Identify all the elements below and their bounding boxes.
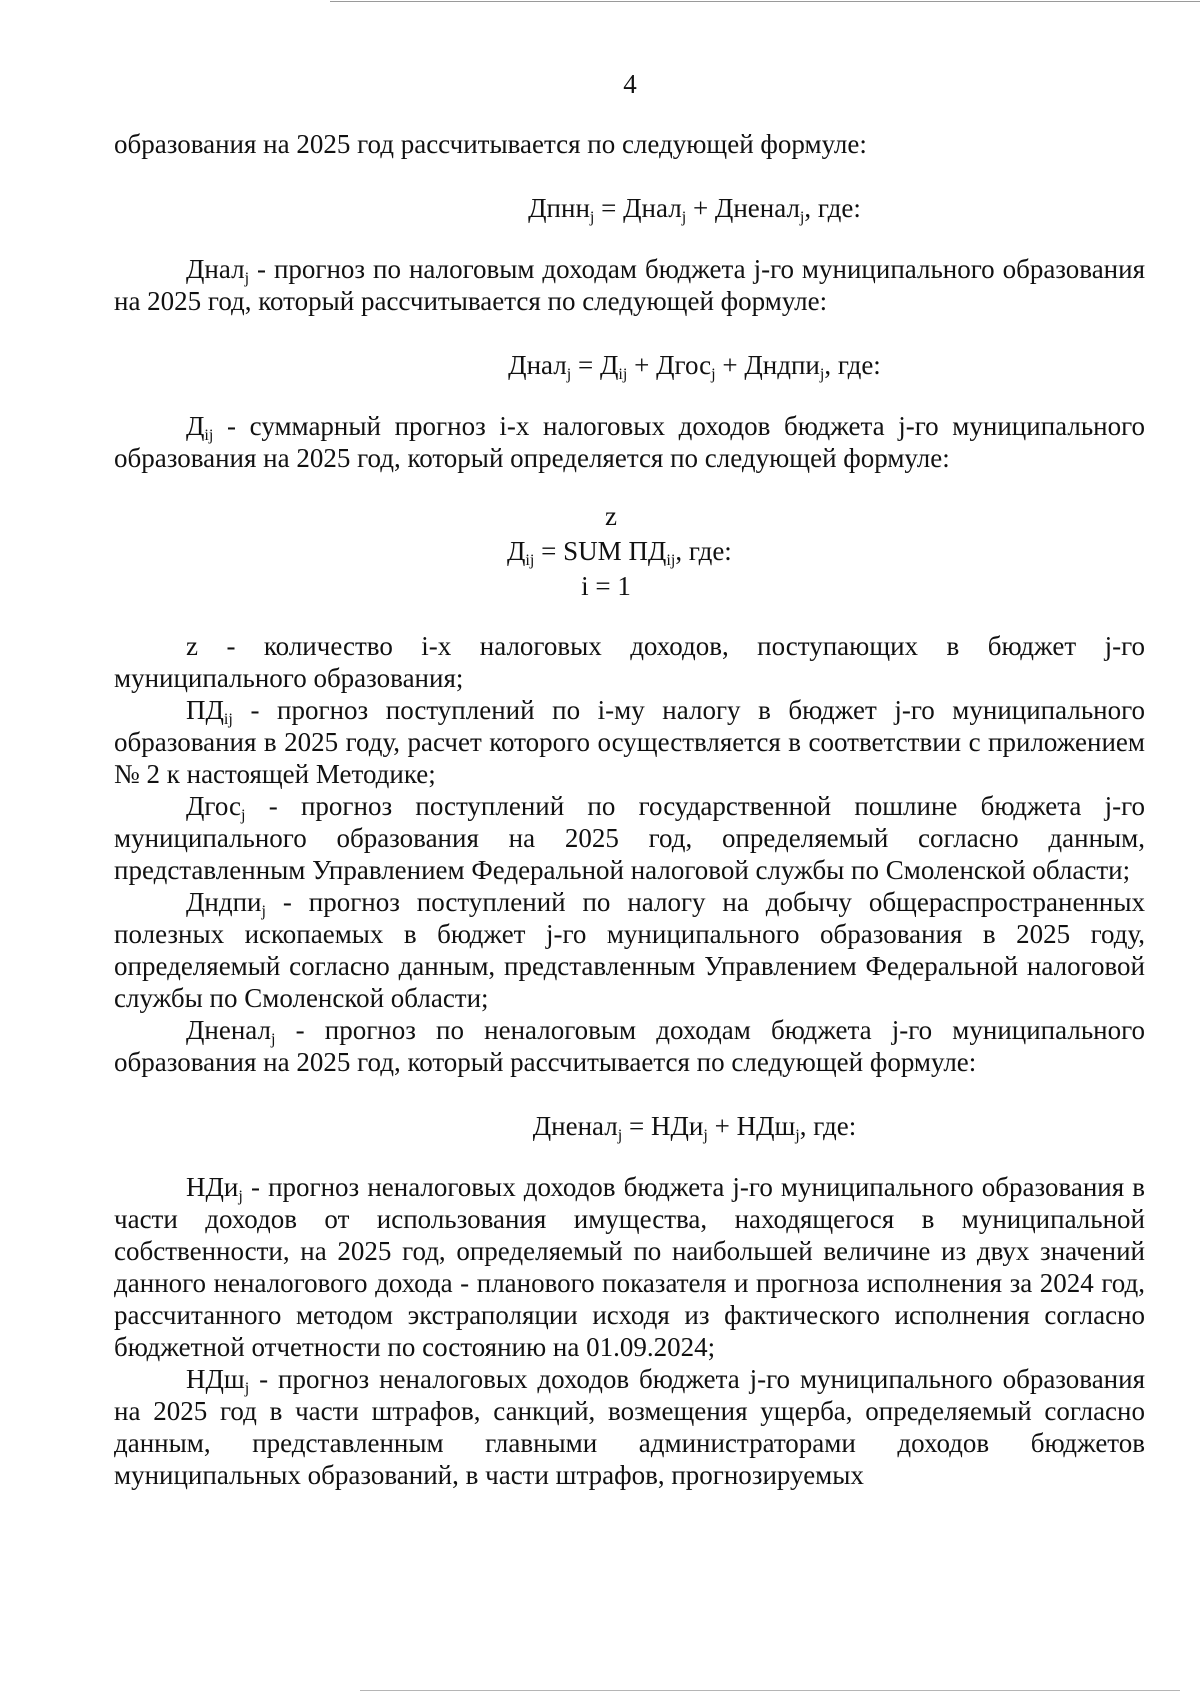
paragraph-ndsh xyxy=(114,1363,1145,1491)
sum-lower-limit: i = 1 xyxy=(581,571,631,601)
formula-term: Дненал xyxy=(532,1111,618,1141)
term: НДш xyxy=(186,1364,245,1394)
formula-suffix: , где: xyxy=(799,1111,857,1141)
formula-dpnn xyxy=(114,192,1145,224)
document-body xyxy=(114,128,1145,1491)
formula-suffix: , где: xyxy=(804,193,861,223)
term: Днал xyxy=(186,254,245,284)
equals-sign: = xyxy=(571,350,600,380)
plus-sign: + xyxy=(707,1111,737,1141)
plus-sign: + xyxy=(715,350,745,380)
formula-subscript: j xyxy=(589,207,595,226)
formula-term: НДи xyxy=(650,1111,704,1141)
intro-line: образования на 2025 год рассчитывается по следующей формуле: xyxy=(114,129,867,159)
paragraph-ndi xyxy=(114,1171,1145,1363)
formula-term: Дпнн xyxy=(528,193,590,223)
paragraph-dnenal xyxy=(114,1014,1145,1078)
paragraph-dnal xyxy=(114,253,1145,317)
sum-expression xyxy=(507,535,732,567)
paragraph-dgos xyxy=(114,790,1145,886)
formula-subscript: ij xyxy=(666,550,676,569)
term-subscript: j xyxy=(271,1029,276,1048)
formula-term: ПД xyxy=(628,536,667,566)
paragraph-dndpi xyxy=(114,886,1145,1014)
term: Дгос xyxy=(186,791,241,821)
plus-sign: + xyxy=(686,193,715,223)
formula-subscript: ij xyxy=(618,364,628,383)
definition-text: - прогноз по налоговым доходам бюджета j-го муниципального образования на 2025 год, который рассчитывается по следующей формуле: xyxy=(114,254,1145,316)
plus-sign: + xyxy=(627,350,657,380)
formula-term: Дндпи xyxy=(744,350,820,380)
formula-subscript: j xyxy=(795,1125,800,1144)
equals-sign: = xyxy=(622,1111,651,1141)
scan-edge-line-bottom xyxy=(360,1690,1180,1691)
formula-subscript: j xyxy=(799,207,805,226)
definition-text: - прогноз поступлений по i-му налогу в бюджет j-го муниципального образования в 2025 году, расчет которого осуществляется в соответствии с приложением № 2 к настоящей Методике; xyxy=(114,695,1145,789)
formula-subscript: j xyxy=(819,364,825,383)
term: ПД xyxy=(186,695,224,725)
term: НДи xyxy=(186,1172,239,1202)
term-subscript: j xyxy=(244,1378,250,1397)
formula-dnenal xyxy=(114,1110,1145,1142)
term: Дндпи xyxy=(186,887,262,917)
formula-term: Дгос xyxy=(656,350,712,380)
formula-term: НДш xyxy=(736,1111,796,1141)
term: Дненал xyxy=(186,1015,271,1045)
formula-term: Д xyxy=(599,350,619,380)
formula-sum xyxy=(114,500,1145,600)
formula-term: Дненал xyxy=(714,193,800,223)
definition-text: - прогноз неналоговых доходов бюджета j-го муниципального образования на 2025 год в части штрафов, санкций, возмещения ущерба, определяемый согласно данным, представленным главными администраторами доходов бюджетов муниципальных образований, в части штрафов, прогнозируемых xyxy=(114,1364,1145,1490)
paragraph-z: z - количество i-х налоговых доходов, поступающих в бюджет j-го муниципального образования; xyxy=(114,631,1145,693)
term-subscript: j xyxy=(244,268,250,287)
term-subscript: j xyxy=(261,901,267,920)
sum-upper-limit: z xyxy=(605,501,617,531)
equals-sign: = xyxy=(534,536,564,566)
term-subscript: ij xyxy=(204,425,214,444)
term-subscript: ij xyxy=(223,709,233,728)
definition-text: - суммарный прогноз i-х налоговых доходов бюджета j-го муниципального образования на 2025 год, который определяется по следующей формуле: xyxy=(114,411,1145,473)
formula-term: Днал xyxy=(623,193,682,223)
definition-text: - прогноз по неналоговым доходам бюджета j-го муниципального образования на 2025 год, который рассчитывается по следующей формуле: xyxy=(114,1015,1145,1077)
definition-text: - прогноз неналоговых доходов бюджета j-го муниципального образования в части доходов от использования имущества, находящегося в муниципальной собственности, на 2025 год, определяемый по наибольшей величине из двух значений данного неналогового дохода - планового показателя и прогноза исполнения за 2024 год, рассчитанного методом экстраполяции исходя из фактического исполнения согласно бюджетной отчетности по состоянию на 01.09.2024; xyxy=(114,1172,1145,1362)
formula-subscript: j xyxy=(711,364,716,383)
term: Д xyxy=(186,411,205,441)
equals-sign: = xyxy=(594,193,624,223)
term-subscript: j xyxy=(240,805,246,824)
formula-suffix: , где: xyxy=(824,350,881,380)
definition-text: - прогноз поступлений по налогу на добычу общераспространенных полезных ископаемых в бюджет j-го муниципального образования в 2025 году, определяемый согласно данным, представленным Управлением Федеральной налоговой службы по Смоленской области; xyxy=(114,887,1145,1013)
formula-subscript: j xyxy=(681,207,687,226)
formula-suffix: , где: xyxy=(675,536,732,566)
formula-term: Д xyxy=(507,536,526,566)
paragraph-dij xyxy=(114,410,1145,474)
scan-edge-line-top xyxy=(330,1,1200,2)
formula-dnal xyxy=(114,349,1145,381)
formula-subscript: ij xyxy=(525,550,535,569)
definition-text: - прогноз поступлений по государственной пошлине бюджета j-го муниципального образования на 2025 год, определяемый согласно данным, представленным Управлением Федеральной налоговой службы по Смоленской области; xyxy=(114,791,1145,885)
term-subscript: j xyxy=(238,1186,243,1205)
page-number: 4 xyxy=(623,69,637,99)
formula-subscript: j xyxy=(566,364,572,383)
paragraph-pdij xyxy=(114,694,1145,790)
formula-subscript: j xyxy=(617,1125,623,1144)
formula-subscript: j xyxy=(703,1125,708,1144)
sum-operator: SUM xyxy=(563,536,622,566)
formula-term: Днал xyxy=(508,350,567,380)
